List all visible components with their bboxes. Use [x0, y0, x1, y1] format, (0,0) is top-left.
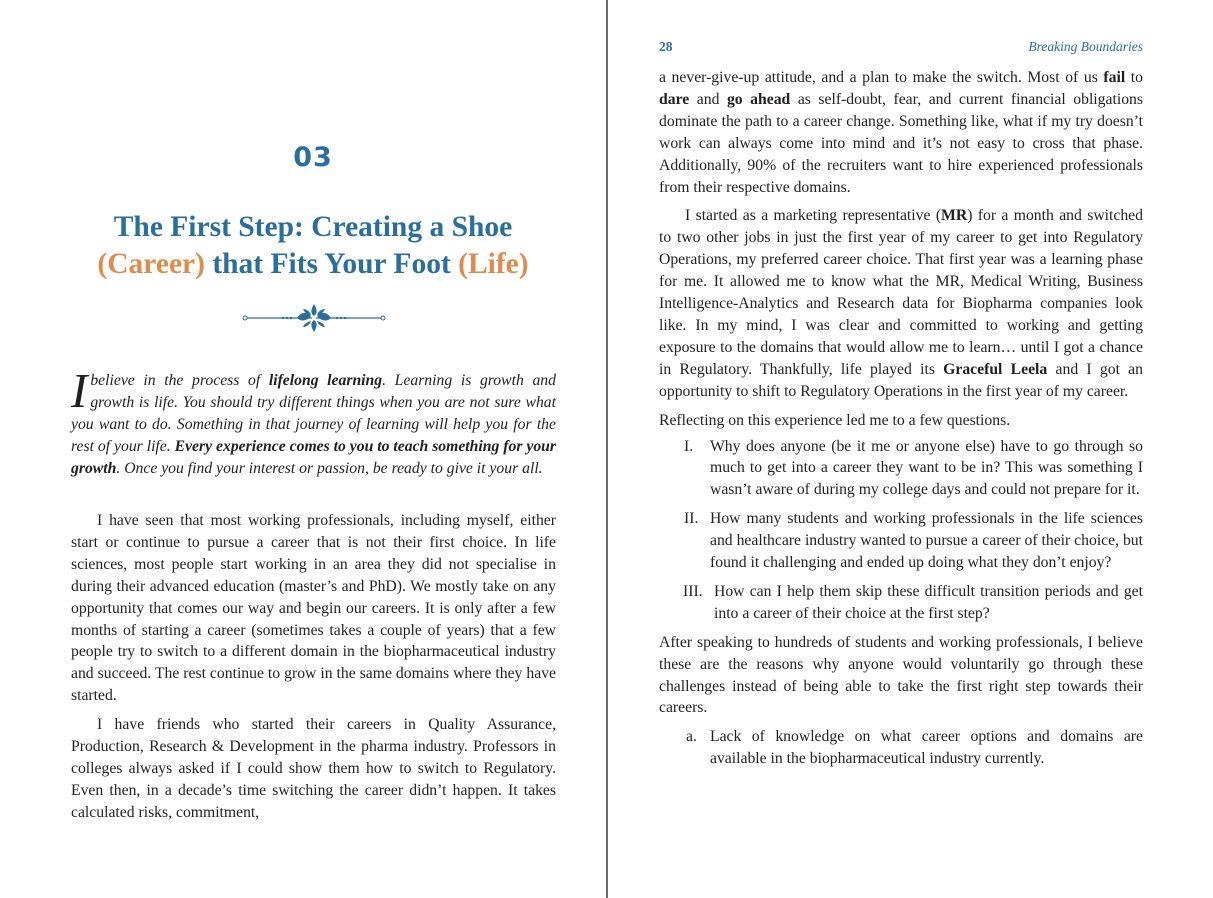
- text: and I got an opportunity to shift to Regulatory Operations in the first year of my career.: [659, 360, 1143, 400]
- chapter-title-life: (Life): [458, 248, 529, 280]
- bold-text: MR: [941, 207, 968, 225]
- text: to: [1125, 69, 1143, 86]
- list-item: [659, 436, 1143, 502]
- chapter-title-career: (Career): [97, 248, 205, 280]
- list-marker: II.: [684, 510, 699, 528]
- bold-text: Graceful Leela: [943, 360, 1048, 378]
- epigraph-bold: Every experience comes to you to teach something for your growth: [71, 437, 556, 477]
- list-item: [659, 581, 1143, 625]
- list-marker: III.: [683, 582, 703, 600]
- paragraph: I have friends who started their careers in Quality Assurance, Production, Research & Development in the pharma industry. Professors in colleges always asked if I could show them how to switch to Regulatory. Even then, in a decade’s time switching the career didn’t happen. It takes calculated risks, commitment,: [71, 716, 556, 821]
- left-page: [0, 0, 606, 898]
- text: I started as a marketing representative (: [685, 207, 942, 225]
- paragraph: [659, 67, 1143, 198]
- list-text: How can I help them skip these difficult transition periods and get into a career of their choice at the first step?: [714, 582, 1143, 622]
- list-text: Lack of knowledge on what career options and domains are available in the biopharmaceutical industry currently.: [710, 728, 1143, 768]
- page-number: 28: [659, 39, 673, 54]
- chapter-number: 03: [293, 142, 333, 173]
- epigraph: [71, 363, 556, 480]
- text: a never-give-up attitude, and a plan to make the switch. Most of us: [659, 69, 1104, 86]
- paragraph: After speaking to hundreds of students and working professionals, I believe these are the reasons why anyone would voluntarily go through these challenges instead of being able to take the first right step towards their careers.: [659, 633, 1143, 717]
- chapter-title-mid: that Fits Your Foot: [204, 248, 459, 280]
- paragraph: Reflecting on this experience led me to a few questions.: [659, 411, 1011, 429]
- list-item: [659, 508, 1143, 574]
- bold-text: dare: [659, 90, 690, 108]
- reason-list: [659, 726, 1143, 770]
- chapter-title: [0, 209, 626, 283]
- text: and: [689, 90, 727, 108]
- drop-cap: I: [71, 363, 88, 418]
- list-text: Why does anyone (be it me or anyone else) have to go through so much to get into a career they want to be in? This was something I wasn’t aware of during my college days and could not prepare for it.: [710, 437, 1143, 499]
- chapter-title-line1: The First Step: Creating a Shoe: [113, 211, 513, 243]
- question-list: [659, 436, 1143, 625]
- page-gutter: [606, 0, 608, 898]
- epigraph-text: . Once you find your interest or passion, be ready to give it your all.: [116, 459, 543, 477]
- epigraph-text: believe in the process of: [90, 372, 269, 389]
- text: ) for a month and switched to two other jobs in just the first year of my career to get into Regulatory Operations, my preferred career choice. That first year was a learning phase for me. It allowed me to know what the MR, Medical Writing, Business Intelligence-Analytics and Research data for Biopharma companies look like. In my mind, I was clear and committed to working and getting exposure to the domains that would allow me to learn… until I got a chance in Regulatory. Thankfully, life played its: [659, 207, 1143, 378]
- list-marker: I.: [684, 437, 694, 455]
- right-body: [659, 67, 1143, 777]
- list-text: How many students and working professionals in the life sciences and healthcare industry wanted to pursue a career of their choice, but found it challenging and ended up doing what they don’t enjoy?: [710, 510, 1143, 572]
- bold-text: go ahead: [726, 90, 791, 108]
- list-marker: a.: [686, 728, 697, 746]
- list-item: [659, 726, 1143, 770]
- running-title: Breaking Boundaries: [1028, 39, 1143, 54]
- left-body: [71, 510, 556, 831]
- paragraph: [659, 205, 1143, 402]
- epigraph-text: . Learning is growth and growth is life. You should try different things when you are not sure what you want to do. Something in that journey of learning will help you for the rest of your life.: [71, 372, 556, 455]
- epigraph-bold: lifelong learning: [268, 372, 383, 389]
- text: as self-doubt, fear, and current financial obligations dominate the path to a career change. Something like, what if my try doesn’t work can always come into mind and it’s not easy to cross that phase. Additionally, 90% of the recruiters want to hire experienced professionals from their respective domains.: [659, 90, 1143, 196]
- right-page: [609, 0, 1213, 898]
- paragraph: I have seen that most working professionals, including myself, either start or continue to pursue a career that is not their first choice. In life sciences, most people start working in an area they did not specialise in during their advanced education (master’s and PhD). We mostly take on any opportunity that comes our way and begin our careers. It is only after a few months of starting a career (sometimes takes a couple of years) that a few people try to switch to a different domain in the biopharmaceutical industry and succeed. The rest continue to grow in the same domains where they have started.: [71, 512, 556, 705]
- bold-text: fail: [1103, 69, 1126, 86]
- floral-divider-icon: [241, 301, 387, 333]
